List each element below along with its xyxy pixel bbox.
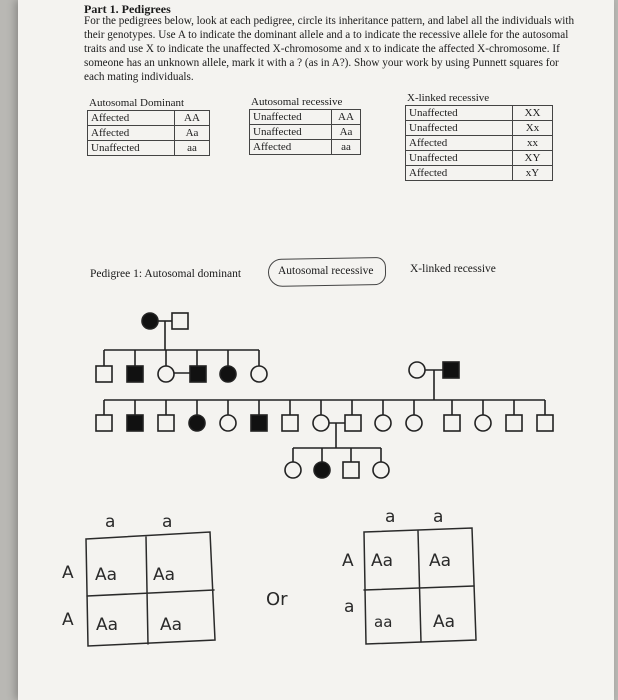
unaffected-female [375, 415, 391, 431]
punnett-cell: Aa [433, 612, 456, 632]
table-header: X-linked recessive [407, 92, 490, 104]
allele-label: A [62, 610, 74, 630]
phenotype-cell: Unaffected [406, 151, 513, 166]
genotype-cell: xx [513, 136, 553, 151]
unaffected-female [409, 362, 425, 378]
affected-female [189, 415, 205, 431]
unaffected-male [282, 415, 298, 431]
unaffected-female [220, 415, 236, 431]
punnett-cell: aa [374, 613, 393, 631]
option-x-linked-recessive[interactable]: X-linked recessive [410, 263, 496, 275]
punnett-cell: Aa [95, 565, 118, 585]
affected-male [251, 415, 267, 431]
unaffected-female [475, 415, 491, 431]
instructions-paragraph: For the pedigrees below, look at each pedigree, circle its inheritance pattern, and label all the individuals with their genotypes. Use A to indicate the dominant allele and a to indicate the recessive allele for the autosomal traits and use X to indicate the unaffected X-chromosome and x to indicate the affected X-chromosome. If someone has an unknown allele, mark it with a ? (as in A?). Show your work by using Punnett squares for each mating individuals. [84, 15, 575, 83]
punnett-cell: Aa [153, 565, 176, 585]
affected-male [190, 366, 206, 382]
unaffected-female [251, 366, 267, 382]
genotype-cell: XY [513, 151, 553, 166]
part-title: Part 1. Pedigrees [84, 2, 171, 16]
unaffected-male [96, 415, 112, 431]
affected-male [127, 366, 143, 382]
punnett-cell: Aa [429, 551, 452, 571]
phenotype-cell: Affected [250, 140, 332, 155]
phenotype-cell: Affected [406, 166, 513, 181]
option-autosomal-dominant[interactable]: Autosomal dominant [144, 268, 242, 280]
punnett-cell: Aa [371, 551, 394, 571]
allele-label: a [385, 507, 396, 527]
genotype-cell: Aa [175, 126, 210, 141]
unaffected-male [537, 415, 553, 431]
genotype-cell: Aa [332, 125, 361, 140]
unaffected-male [506, 415, 522, 431]
affected-female [220, 366, 236, 382]
genotype-cell: xY [513, 166, 553, 181]
affected-male [443, 362, 459, 378]
phenotype-cell: Unaffected [88, 141, 175, 156]
option-autosomal-recessive[interactable]: Autosomal recessive [278, 265, 374, 277]
affected-male [127, 415, 143, 431]
genotype-cell: XX [513, 106, 553, 121]
unaffected-female [158, 366, 174, 382]
unaffected-female [406, 415, 422, 431]
allele-label: a [433, 507, 444, 527]
unaffected-female [313, 415, 329, 431]
punnett-cell: Aa [160, 615, 183, 635]
allele-label: A [62, 563, 74, 583]
genotype-cell: aa [175, 141, 210, 156]
or-connector: Or [266, 589, 288, 610]
genotype-cell: AA [175, 111, 210, 126]
phenotype-cell: Unaffected [406, 106, 513, 121]
unaffected-male [444, 415, 460, 431]
allele-label: a [344, 597, 355, 617]
genotype-cell: AA [332, 110, 361, 125]
phenotype-cell: Unaffected [250, 125, 332, 140]
phenotype-cell: Affected [406, 136, 513, 151]
unaffected-male [172, 313, 188, 329]
unaffected-male [345, 415, 361, 431]
allele-label: A [342, 551, 354, 571]
table-header: Autosomal recessive [251, 96, 343, 108]
unaffected-female [285, 462, 301, 478]
allele-label: a [105, 512, 116, 532]
punnett-cell: Aa [96, 615, 119, 635]
allele-label: a [162, 512, 173, 532]
pedigree-label: Pedigree 1: [90, 268, 143, 280]
unaffected-male [343, 462, 359, 478]
unaffected-male [158, 415, 174, 431]
affected-female [314, 462, 330, 478]
genotype-cell: aa [332, 140, 361, 155]
table-header: Autosomal Dominant [89, 97, 185, 109]
phenotype-cell: Affected [88, 111, 175, 126]
phenotype-cell: Affected [88, 126, 175, 141]
unaffected-male [96, 366, 112, 382]
phenotype-cell: Unaffected [406, 121, 513, 136]
genotype-cell: Xx [513, 121, 553, 136]
affected-female [142, 313, 158, 329]
phenotype-cell: Unaffected [250, 110, 332, 125]
unaffected-female [373, 462, 389, 478]
